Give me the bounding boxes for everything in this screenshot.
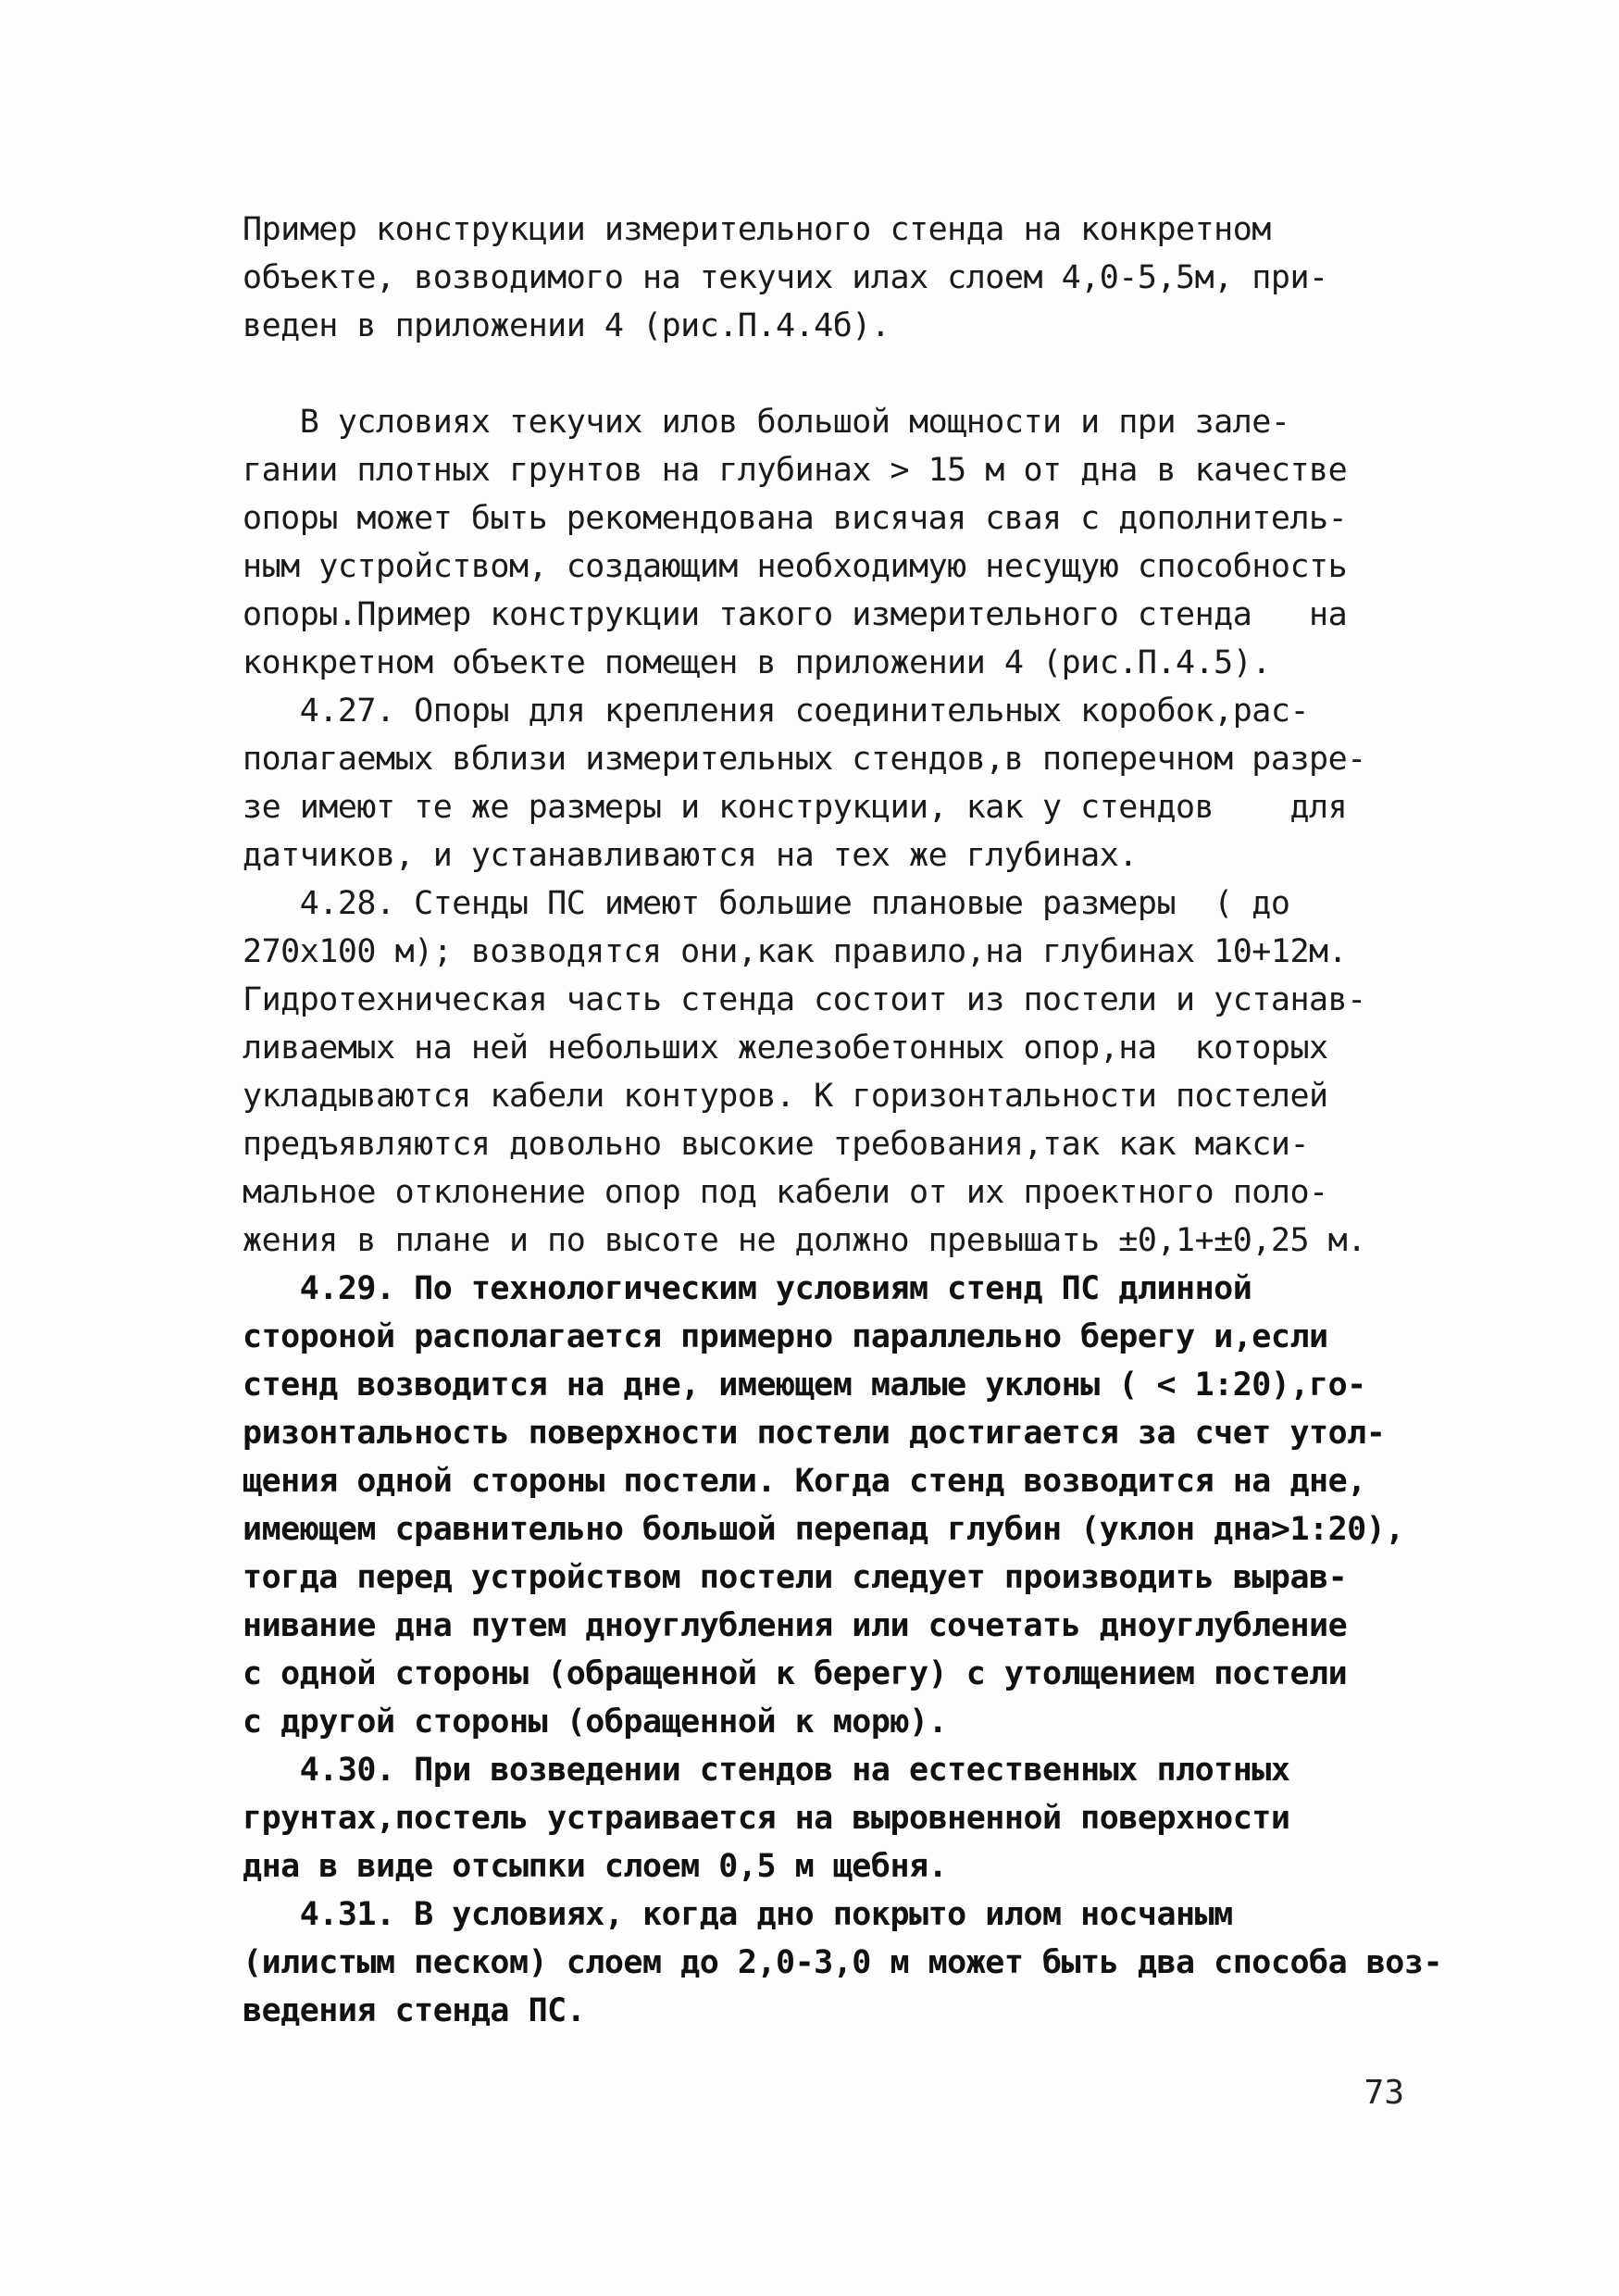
text-line: полагаемых вблизи измерительных стендов,в поперечном разре- (243, 741, 1366, 778)
document-body (243, 206, 1443, 2035)
text-line: с другой стороны (обращенной к морю). (243, 1703, 948, 1741)
paragraph-2 (243, 398, 1418, 687)
text-line: Пример конструкции измерительного стенда на конкретном (243, 211, 1271, 248)
text-line: укладываются кабели контуров. К горизонтальности постелей (243, 1078, 1328, 1115)
text-line: 4.30. При возведении стендов на естественных плотных (243, 1752, 1290, 1789)
text-line: дна в виде отсыпки слоем 0,5 м щебня. (243, 1848, 948, 1885)
paragraph-gap (243, 350, 1418, 398)
page-number: 73 (1364, 2074, 1404, 2112)
paragraph-4-28 (243, 880, 1418, 1265)
text-line: 4.28. Стенды ПС имеют большие плановые размеры ( до (243, 885, 1290, 922)
text-line: грунтах,постель устраивается на выровненной поверхности (243, 1800, 1290, 1837)
text-line: 4.27. Опоры для крепления соединительных коробок,рас- (243, 693, 1310, 730)
text-line: тогда перед устройством постели следует производить вырав- (243, 1559, 1348, 1596)
text-line: опоры может быть рекомендована висячая свая с дополнитель- (243, 500, 1348, 537)
text-line: веден в приложении 4 (рис.П.4.4б). (243, 307, 890, 344)
text-line: гании плотных грунтов на глубинах > 15 м от дна в качестве (243, 452, 1348, 489)
text-line: стенд возводится на дне, имеющем малые уклоны ( < 1:20),го- (243, 1366, 1366, 1404)
paragraph-1 (243, 206, 1418, 350)
text-line: с одной стороны (обращенной к берегу) с утолщением постели (243, 1655, 1348, 1692)
text-line: ным устройством, создающим необходимую несущую способность (243, 548, 1348, 585)
text-line: ведения стенда ПС. (243, 1992, 586, 2029)
paragraph-4-31 (243, 1890, 1443, 2035)
text-line: объекте, возводимого на текучих илах слоем 4,0-5,5м, при- (243, 259, 1328, 296)
text-line: ливаемых на ней небольших железобетонных опор,на которых (243, 1029, 1328, 1067)
text-line: нивание дна путем дноуглубления или сочетать дноуглубление (243, 1607, 1348, 1644)
text-line: зе имеют те же размеры и конструкции, как у стендов для (243, 789, 1348, 826)
text-line: стороной располагается примерно параллельно берегу и,если (243, 1318, 1328, 1355)
text-line: 4.31. В условиях, когда дно покрыто илом носчаным (243, 1896, 1233, 1933)
text-line: В условиях текучих илов большой мощности и при зале- (243, 404, 1290, 441)
text-line: 270х100 м); возводятся они,как правило,на глубинах 10+12м. (243, 933, 1348, 970)
paragraph-4-27 (243, 687, 1418, 880)
text-line: конкретном объекте помещен в приложении 4 (рис.П.4.5). (243, 644, 1271, 681)
text-line: мальное отклонение опор под кабели от их проектного поло- (243, 1174, 1328, 1211)
text-line: щения одной стороны постели. Когда стенд возводится на дне, (243, 1463, 1366, 1500)
text-line: предъявляются довольно высокие требования,так как макси- (243, 1126, 1310, 1163)
paragraph-4-30 (243, 1746, 1418, 1890)
text-line: (илистым песком) слоем до 2,0-3,0 м может быть два способа воз- (243, 1944, 1443, 1981)
text-line: ризонтальность поверхности постели достигается за счет утол- (243, 1415, 1386, 1452)
text-line: жения в плане и по высоте не должно превышать ±0,1+±0,25 м. (243, 1222, 1366, 1259)
text-line: имеющем сравнительно большой перепад глубин (уклон дна>1:20), (243, 1511, 1404, 1548)
paragraph-4-29 (243, 1265, 1418, 1746)
text-line: опоры.Пример конструкции такого измерительного стенда на (243, 596, 1348, 633)
text-line: 4.29. По технологическим условиям стенд ПС длинной (243, 1270, 1252, 1307)
text-line: датчиков, и устанавливаются на тех же глубинах. (243, 837, 1138, 874)
text-line: Гидротехническая часть стенда состоит из постели и устанав- (243, 981, 1366, 1018)
